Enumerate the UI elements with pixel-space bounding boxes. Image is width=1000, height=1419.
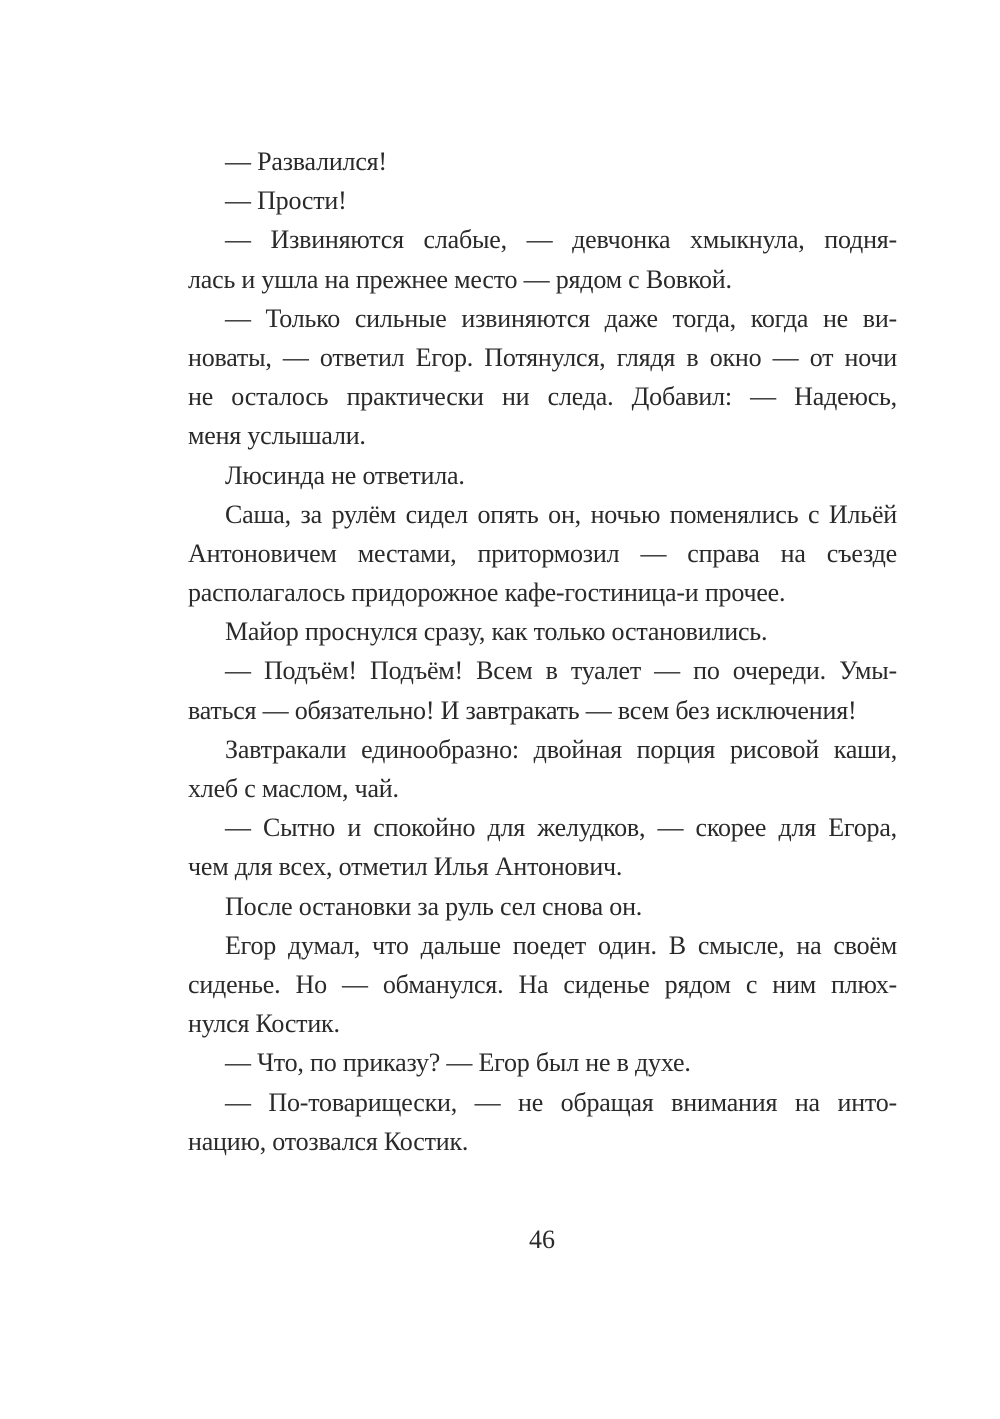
text-line: — Подъём! Подъём! Всем в туалет — по очереди. Умы- [225,656,897,686]
text-line: хлеб с маслом, чай. [188,774,399,803]
text-line: чем для всех, отметил Илья Антонович. [188,852,623,882]
text-line: новаты, — ответил Егор. Потянулся, глядя в окно — от ночи [188,342,897,372]
text-line: — Что, по приказу? — Егор был не в духе. [225,1048,691,1078]
text-line: — Прости! [225,186,347,216]
paragraph [188,1083,897,1161]
paragraph [188,887,897,926]
text-line: Майор проснулся сразу, как только остановились. [225,617,768,647]
text-line: располагалось придорожное кафе-гостиница-и прочее. [188,578,786,608]
text-line: Завтракали единообразно: двойная порция рисовой каши, [225,734,897,764]
text-line: не осталось практически ни следа. Добавил: — Надеюсь, [188,382,897,412]
text-line: сиденье. Но — обманулся. На сиденье рядом с ним плюх- [188,969,897,999]
text-line: ваться — обязательно! И завтракать — всем без исключения! [188,695,857,725]
text-line: нацию, отозвался Костик. [188,1126,469,1156]
page-number: 46 [529,1225,555,1254]
text-line: После остановки за руль сел снова он. [225,891,643,921]
text-line: Егор думал, что дальше поедет один. В смысле, на своём [225,930,897,960]
paragraph [188,220,897,298]
paragraph [188,181,897,220]
paragraph [188,612,897,651]
text-line: нулся Костик. [188,1009,340,1039]
text-line: Антоновичем местами, притормозил — справа на съезде [188,538,897,568]
paragraph [188,299,897,456]
paragraph [188,1043,897,1082]
text-line: меня услышали. [188,421,366,451]
text-line: — Сытно и спокойно для желудков, — скорее для Егора, [225,813,897,843]
paragraph [188,926,897,1044]
text-line: Люсинда не ответила. [225,460,465,490]
text-line: — Извиняются слабые, — девчонка хмыкнула, подня- [225,225,897,255]
text-line: — Развалился! [225,147,387,176]
body-text [188,142,897,1161]
text-line: Саша, за рулём сидел опять он, ночью поменялись с Ильёй [225,499,897,529]
paragraph [188,456,897,495]
paragraph [188,808,897,886]
paragraph [188,142,897,181]
text-line: — По-товарищески, — не обращая внимания на инто- [225,1087,897,1117]
text-line: — Только сильные извиняются даже тогда, когда не ви- [225,303,897,333]
paragraph [188,651,897,729]
paragraph [188,730,897,808]
paragraph [188,495,897,613]
text-line: лась и ушла на прежнее место — рядом с Вовкой. [188,264,732,294]
